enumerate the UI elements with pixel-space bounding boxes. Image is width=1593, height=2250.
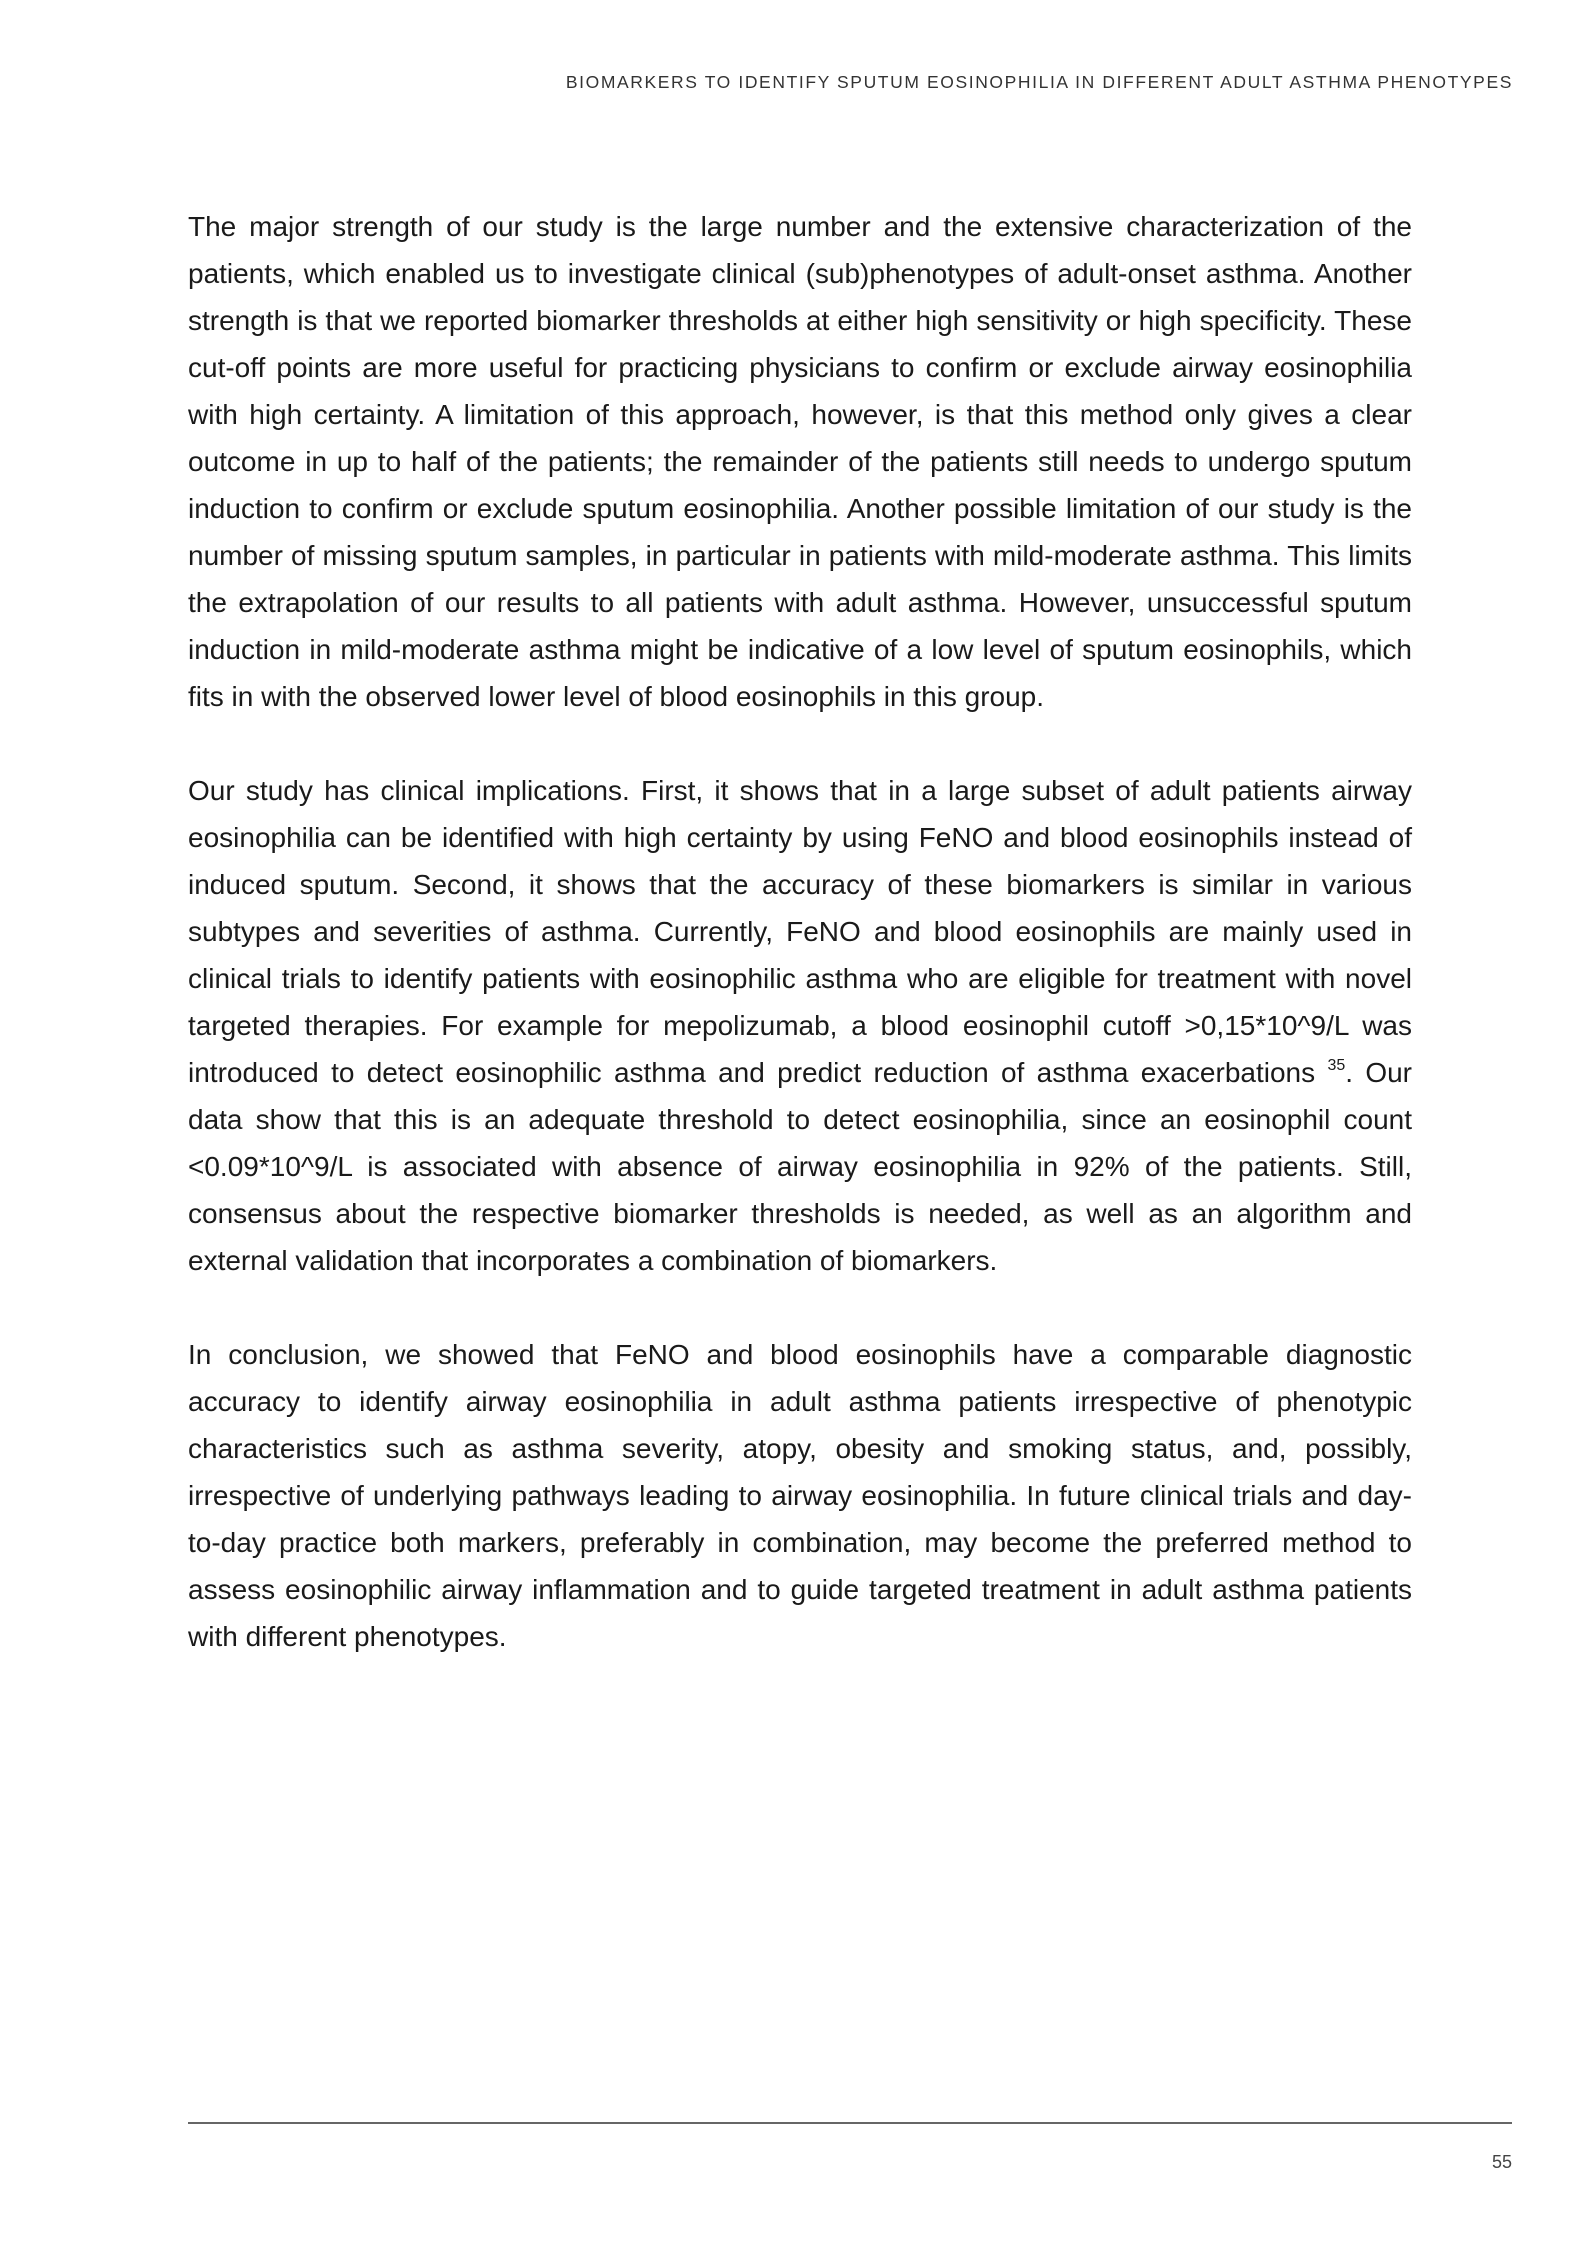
page-number: 55 [1491, 2152, 1512, 2172]
running-header: BIOMARKERS TO IDENTIFY SPUTUM EOSINOPHILIA IN DIFFERENT ADULT ASTHMA PHENOTYPES [565, 72, 1513, 92]
paragraph-conclusion: In conclusion, we showed that FeNO and blood eosinophils have a comparable diagnostic accuracy to identify airway eosinophilia in adult asthma patients irrespective of phenotypic characteristics such as asthma severity, atopy, obesity and smoking status, and, possibly, irrespective of underlying pathways leading to airway eosinophilia. In future clinical trials and day-to-day practice both markers, preferably in combination, may become the preferred method to assess eosinophilic airway inflammation and to guide targeted treatment in adult asthma patients with different phenotypes. [188, 1339, 1412, 1652]
citation-reference: 35 [1327, 1056, 1346, 1074]
body-text [188, 203, 1412, 1707]
paragraph-strengths-limitations: The major strength of our study is the large number and the extensive characterization of the patients, which enabled us to investigate clinical (sub)phenotypes of adult-onset asthma. Another strength is that we reported biomarker thresholds at either high sensitivity or high specificity. These cut-off points are more useful for practicing physicians to confirm or exclude airway eosinophilia with high certainty. A limitation of this approach, however, is that this method only gives a clear outcome in up to half of the patients; the remainder of the patients still needs to undergo sputum induction to confirm or exclude sputum eosinophilia. Another possible limitation of our study is the number of missing sputum samples, in particular in patients with mild-moderate asthma. This limits the extrapolation of our results to all patients with adult asthma. However, unsuccessful sputum induction in mild-moderate asthma might be indicative of a low level of sputum eosinophils, which fits in with the observed lower level of blood eosinophils in this group. [188, 211, 1412, 712]
paragraph-clinical-implications-text-1: Our study has clinical implications. First, it shows that in a large subset of adult patients airway eosinophilia can be identified with high certainty by using FeNO and blood eosinophils instead of induced sputum. Second, it shows that the accuracy of these biomarkers is similar in various subtypes and severities of asthma. Currently, FeNO and blood eosinophils are mainly used in clinical trials to identify patients with eosinophilic asthma who are eligible for treatment with novel targeted therapies. For example for mepolizumab, a blood eosinophil cutoff >0,15*10^9/L was introduced to detect eosinophilic asthma and predict reduction of asthma exacerbations [188, 775, 1412, 1088]
footer-divider [188, 2122, 1512, 2124]
paragraph-clinical-implications-text-2: . Our data show that this is an adequate threshold to detect eosinophilia, since an eosinophil count <0.09*10^9/L is associated with absence of airway eosinophilia in 92% of the patients. Still, consensus about the respective biomarker thresholds is needed, as well as an algorithm and external validation that incorporates a combination of biomarkers. [188, 1057, 1413, 1276]
paragraph-clinical-implications [188, 767, 1412, 1284]
